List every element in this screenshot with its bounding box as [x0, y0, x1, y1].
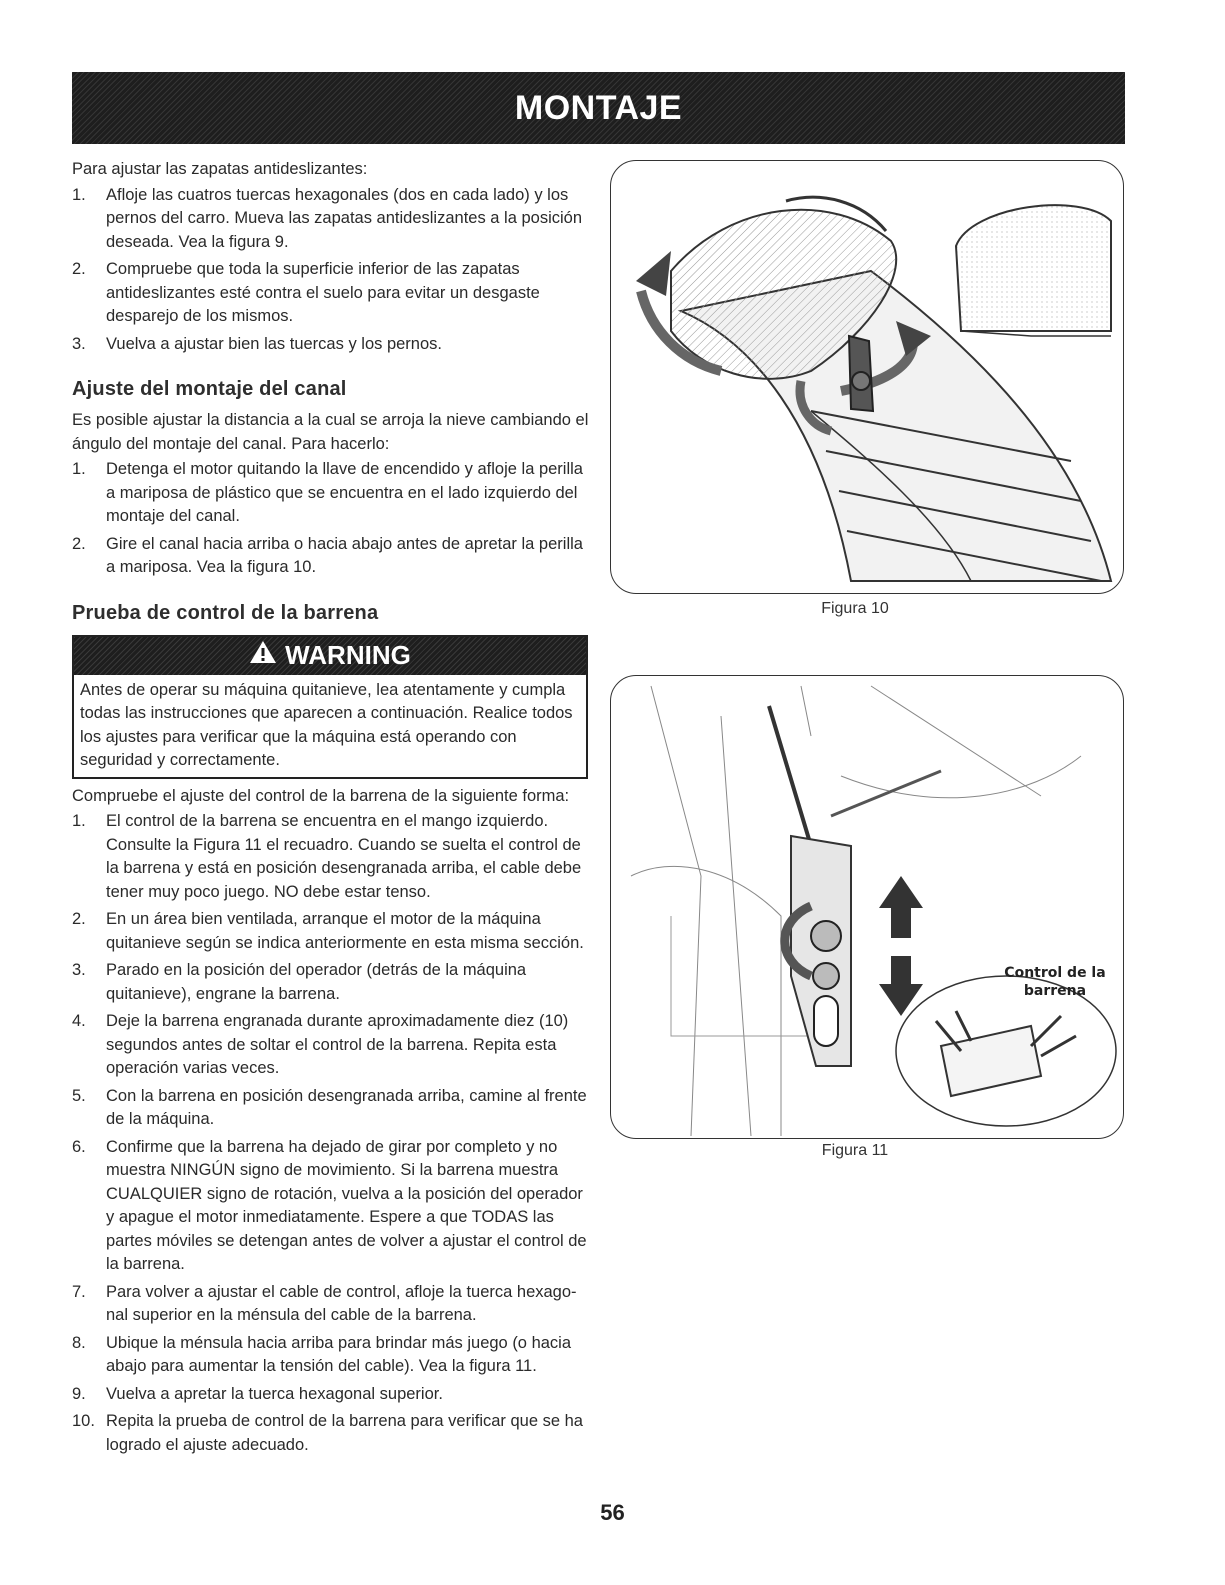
warning-triangle-icon: [249, 640, 277, 671]
step-text: Vuelva a apretar la tuerca hexagonal superior.: [106, 1384, 443, 1403]
shoes-steps: [72, 184, 592, 357]
step-number: 1.: [72, 460, 86, 478]
step-text: En un área bien ventilada, arranque el motor de la máquina quitanieve según se indica anteriormente en esta misma sección.: [106, 910, 584, 952]
figure-11-caption: Figura 11: [821, 1142, 889, 1159]
inset-label: [985, 964, 1124, 1000]
list-item: [72, 184, 592, 255]
inset-label-line2: barrena: [1023, 983, 1087, 999]
step-text: Ubique la ménsula hacia arriba para brindar más juego (o hacia abajo para aumentar la tensión del cable). Vea la figura 11.: [106, 1333, 572, 1375]
step-number: 2.: [72, 910, 86, 928]
step-number: 2.: [72, 534, 86, 553]
figure-10-caption: Figura 10: [821, 600, 889, 617]
list-item: [72, 1383, 592, 1407]
step-number: 3.: [72, 961, 86, 979]
page-title: MONTAJE: [514, 88, 683, 127]
step-number: 6.: [72, 1137, 86, 1156]
step-number: 3.: [72, 334, 86, 353]
warning-title: WARNING: [285, 640, 411, 670]
inset-label-line1: Control de la: [1004, 965, 1106, 981]
step-text: Afloje las cuatros tuercas hexagonales (dos en cada lado) y los pernos del carro. Mueva las zapatas antideslizantes a la posición deseada. Vea la figura 9.: [106, 185, 583, 251]
auger-intro: Compruebe el ajuste del control de la barrena de la siguiente forma:: [72, 786, 570, 805]
list-item: [72, 1332, 592, 1379]
list-item: [72, 1010, 592, 1081]
step-text: Parado en la posición del operador (detrás de la máquina quitanieve), engrane la barrena.: [106, 961, 527, 1003]
step-text: Gire el canal hacia arriba o hacia abajo antes de apretar la perilla a mariposa. Vea la figura 10.: [106, 534, 583, 576]
list-item: [72, 1410, 592, 1457]
step-number: 9.: [72, 1384, 86, 1403]
step-text: Con la barrena en posición desengranada arriba, camine al frente de la máquina.: [106, 1086, 587, 1128]
list-item: [72, 458, 592, 529]
warning-text: Antes de operar su máquina quitanieve, lea atentamente y cumpla todas las instrucciones que aparecen a continuación. Realice todos los ajustes para verificar que la máquina está operando con seguridad y correctamente.: [80, 680, 573, 769]
list-item: [72, 959, 592, 1006]
step-number: 10.: [72, 1412, 95, 1430]
step-text: Vuelva a ajustar bien las tuercas y los pernos.: [106, 334, 442, 353]
list-item: [72, 258, 592, 329]
list-item: [72, 533, 592, 580]
step-number: 4.: [72, 1012, 86, 1030]
chute-heading: Ajuste del montaje del canal: [72, 378, 347, 400]
left-column: [72, 158, 592, 1461]
figure-10-illustration: [610, 160, 1124, 594]
list-item: [72, 333, 592, 357]
chute-intro: Es posible ajustar la distancia a la cual se arroja la nieve cambiando el ángulo del montaje del canal. Para hacerlo:: [72, 411, 589, 453]
list-item: [72, 1085, 592, 1132]
list-item: [72, 1136, 592, 1277]
shoes-intro: Para ajustar las zapatas antideslizantes:: [72, 160, 368, 178]
list-item: [72, 908, 592, 955]
step-text: Repita la prueba de control de la barrena para verificar que se ha logrado el ajuste adecuado.: [106, 1412, 583, 1454]
step-text: Confirme que la barrena ha dejado de girar por completo y no muestra NINGÚN signo de movimiento. Si la barrena muestra CUALQUIER signo de rotación, vuelva a la posición del operador y apague el motor inmediatamente. Espere a que TODAS las partes móviles se detengan antes de volver a ajustar el control de la barrena.: [106, 1137, 587, 1273]
step-number: 1.: [72, 185, 86, 204]
warning-header: [74, 637, 586, 675]
auger-steps: [72, 810, 592, 1457]
step-number: 5.: [72, 1086, 86, 1105]
step-text: Detenga el motor quitando la llave de encendido y afloje la perilla a mariposa de plástico que se encuentra en el lado izquierdo del montaje del canal.: [106, 460, 583, 525]
step-text: Deje la barrena engranada durante aproximadamente diez (10) segundos antes de soltar el control de la barrena. Repita esta operación varias veces.: [106, 1012, 569, 1077]
chute-steps: [72, 458, 592, 580]
auger-heading: Prueba de control de la barrena: [72, 601, 379, 624]
step-text: Compruebe que toda la superficie inferior de las zapatas antideslizantes esté contra el suelo para evitar un desgaste desparejo de los mismos.: [106, 260, 540, 325]
section-banner: [72, 72, 1125, 144]
step-number: 8.: [72, 1333, 86, 1352]
step-number: 2.: [72, 260, 86, 278]
figure-11-illustration: [610, 675, 1124, 1139]
step-number: 7.: [72, 1282, 86, 1301]
step-number: 1.: [72, 812, 86, 830]
step-text: El control de la barrena se encuentra en el mango izquierdo. Consulte la Figura 11 el recuadro. Cuando se suelta el control de la barrena y está en posición desengranada arriba, el cable debe tener muy poco juego. NO debe estar tenso.: [106, 812, 582, 901]
page-number: 56: [600, 1500, 625, 1525]
step-text: Para volver a ajustar el cable de control, afloje la tuerca hexagonal superior en la ménsula del cable de la barrena.: [106, 1282, 577, 1324]
warning-box: [72, 635, 588, 779]
list-item: [72, 1281, 592, 1328]
list-item: [72, 810, 592, 904]
